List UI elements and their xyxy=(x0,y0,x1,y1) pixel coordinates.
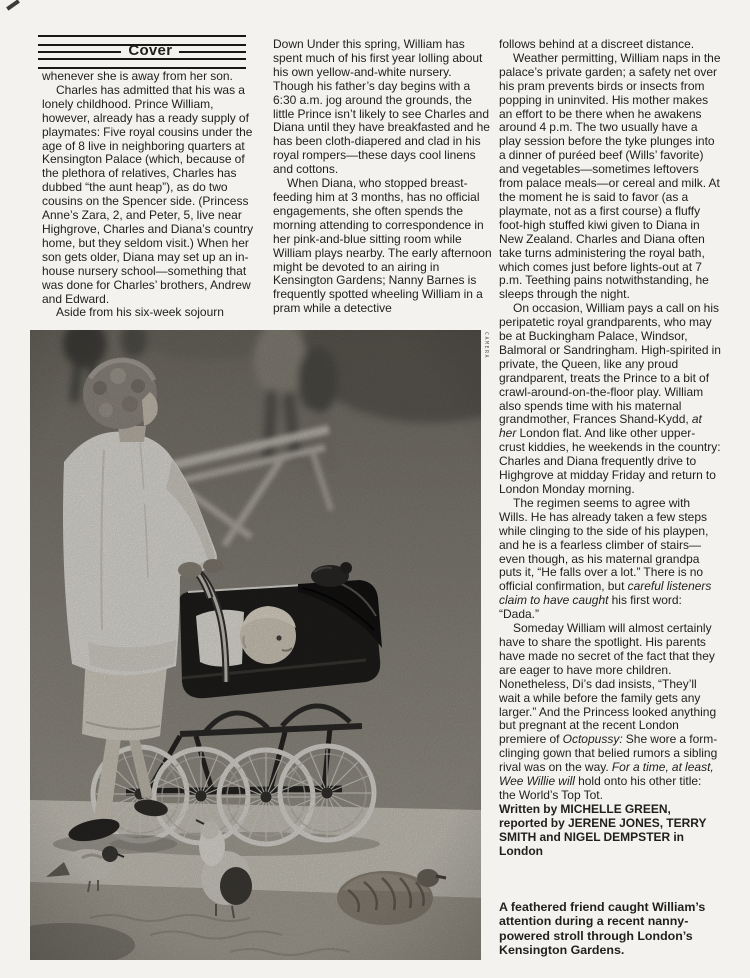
text-column-2 xyxy=(273,38,493,316)
paragraph: Someday William will almost certainly have to share the spotlight. His parents have made no secret of the fact that they are eager to have more children. Nonetheless, Di’s dad insists, “They’ll wait a while before the family gets any larger.” And the Princess looked anything but pregnant at the recent London premiere of Octopussy: She wore a form-clinging gown that belied rumors a sibling rival was on the way. For a time, at least, Wee Willie will hold onto his other title: the World’s Top Tot. xyxy=(499,621,718,802)
banner-rule-mid-left xyxy=(38,51,121,53)
banner-middle-row xyxy=(38,42,246,59)
paragraph: Down Under this spring, William has spent much of his first year lolling about his own yellow-and-white nursery. Though his father’s day begins with a 6:30 a.m. jog around the grounds, the little Prince isn’t likely to see Charles and Diana until they have breakfasted and he has been cloth-diapered and clad in his royal rompers—these days cool linens and cottons. xyxy=(273,37,490,177)
photo-caption: A feathered friend caught William’s attention during a recent nanny-powered stroll through London’s Kensington Gardens. xyxy=(499,900,706,958)
cover-banner xyxy=(38,35,246,69)
paragraph: Charles has admitted that his was a lonely childhood. Prince William, however, already has a ready supply of playmates: Five royal cousins under the age of 8 live in neighboring quarters at Kensington Palace (which, because of the plethora of relatives, Charles has dubbed “the aunt heap”), as do two cousins on the Spencer side. (Princess Anne’s Zara, 2, and Peter, 5, live near Highgrove, Charles and Diana’s country home, but they seldom visit.) When her son gets older, Diana may set up an in-house nursery school—something that was done for Charles’ brothers, Andrew and Edward. xyxy=(42,82,254,306)
banner-rule-mid-right xyxy=(179,51,246,53)
paragraph: whenever she is away from her son. xyxy=(42,69,233,83)
photo-illustration xyxy=(30,330,481,960)
paragraph: When Diana, who stopped breast-feeding him at 3 months, has no official engagements, she often spends the morning attending to correspondence in her pink-and-blue sitting room while William plays nearby. The early afternoon might be devoted to an airing in Kensington Gardens; Nanny Barnes is frequently spotted wheeling William in a pram while a detective xyxy=(273,176,492,316)
paragraph: Aside from his six-week sojourn xyxy=(56,305,224,320)
paragraph: On occasion, William pays a call on his peripatetic royal grandparents, who may be at Buckingham Palace, Windsor, Balmoral or Sandringham. High-spirited in private, the Queen, like any proud grandparent, treats the Prince to a bit of crawl-around-on-the-floor play. William also spends time with his maternal grandmother, Frances Shand-Kydd, at her London flat. And like other upper-crust kiddies, he weekends in the country: Charles and Diana frequently drive to Highgrove at midday Friday and return to London Monday morning. xyxy=(499,301,721,496)
paragraph: The regimen seems to agree with Wills. He has already taken a few steps while clinging to the side of his playpen, and he is a fearless climber of stairs—even though, as his maternal grandpa puts it, “He falls over a lot.” There is no official confirmation, but careful listeners claim to have caught his first word: “Dada.” xyxy=(499,495,712,622)
scan-artifact-mark xyxy=(6,0,20,11)
paragraph: follows behind at a discreet distance. xyxy=(499,37,695,51)
vignette xyxy=(30,330,481,960)
photo-nanny-pram xyxy=(30,330,481,960)
text-column-1 xyxy=(42,70,262,320)
banner-rule-bottom xyxy=(38,58,246,69)
text-column-3 xyxy=(499,38,721,858)
paragraph: Weather permitting, William naps in the palace’s private garden; a safety net over his pram prevents birds or insects from popping in uninvited. His mother makes an effort to be there when he awakens around 4 p.m. The two usually have a play session before the tyke plunges into a dinner of puréed beef (Wills’ favorite) and vegetables—sometimes leftovers from palace meals—or cereal and milk. At the moment he is said to favor (as a playmate, not as a first course) a fluffy foot-high stuffed kiwi given to Diana in New Zealand. Charles and Diana often take turns administering the royal bath, which comes just before lights-out at 7 p.m. Teething pains notwithstanding, he sleeps through the night. xyxy=(499,50,721,302)
paragraph: Written by MICHELLE GREEN, reported by JERENE JONES, TERRY SMITH and NIGEL DEMPSTER in London xyxy=(499,801,707,858)
section-label: Cover xyxy=(128,42,173,59)
photo-credit-vertical: CAMERA xyxy=(483,332,489,360)
